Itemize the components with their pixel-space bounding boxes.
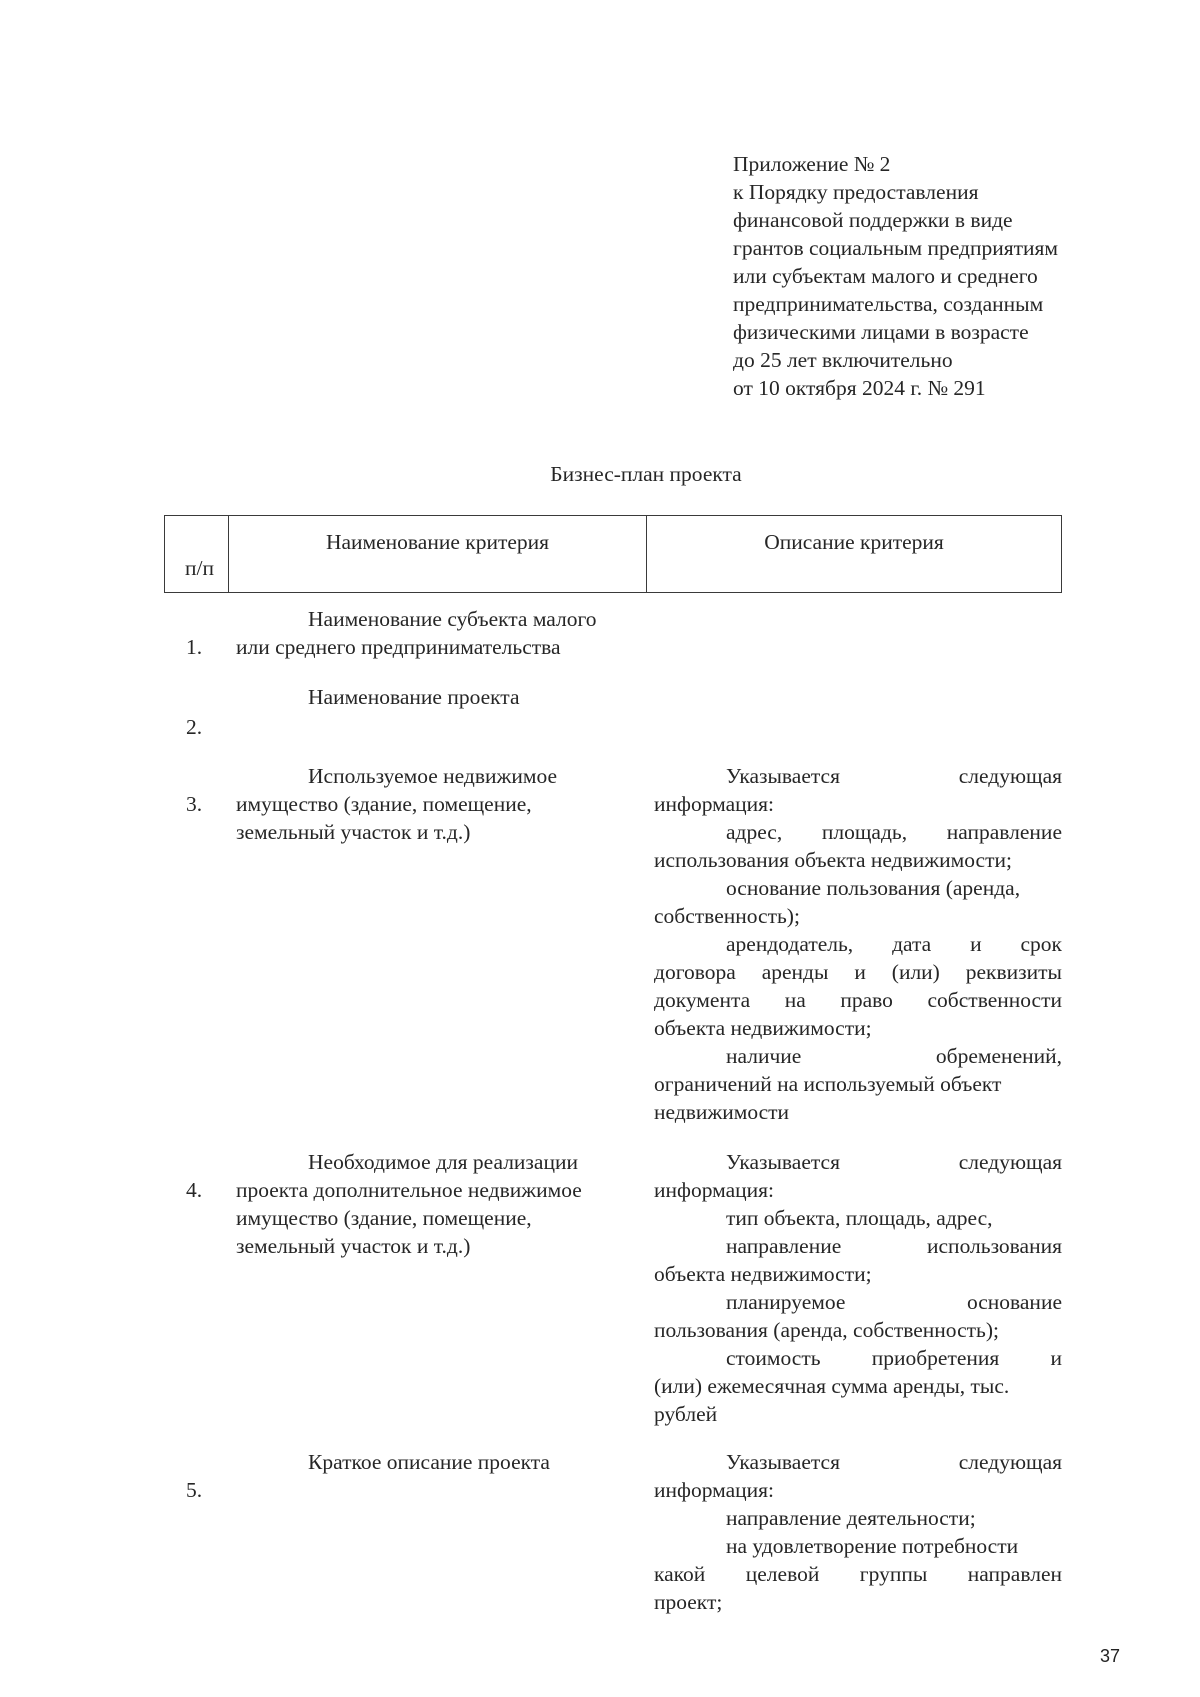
appendix-line: грантов социальным предприятиям — [733, 236, 1059, 260]
criterion-line: Необходимое для реализации — [308, 1150, 578, 1174]
criterion-line: Краткое описание проекта — [308, 1450, 550, 1474]
description-line: направление деятельности; — [726, 1506, 976, 1530]
description-line: направление использования — [726, 1234, 1062, 1258]
header-number-label: п/п — [185, 556, 214, 580]
description-line: Указывается следующая — [726, 1150, 1062, 1174]
appendix-reference — [733, 150, 1153, 402]
appendix-line: Приложение № 2 — [733, 152, 891, 176]
description-line: какой целевой группы направлен — [654, 1562, 1062, 1586]
appendix-line: физическими лицами в возрасте — [733, 320, 1029, 344]
criterion-line: или среднего предпринимательства — [236, 635, 561, 659]
header-description-label: Описание критерия — [764, 530, 944, 554]
criterion-line: Наименование субъекта малого — [308, 607, 597, 631]
row-number: 5. — [186, 1478, 203, 1502]
description-line: объекта недвижимости; — [654, 1016, 872, 1040]
header-cell-description — [647, 516, 1061, 592]
description-line: тип объекта, площадь, адрес, — [726, 1206, 993, 1230]
criterion-line: Используемое недвижимое — [308, 764, 558, 788]
description-line: документа на право собственности — [654, 988, 1062, 1012]
description-line: Указывается следующая — [726, 764, 1062, 788]
description-line: договора аренды и (или) реквизиты — [654, 960, 1062, 984]
row-number: 1. — [186, 635, 203, 659]
row-number: 2. — [186, 715, 203, 739]
row-number: 4. — [186, 1178, 203, 1202]
row-criterion-name — [236, 605, 656, 661]
criterion-line: земельный участок и т.д.) — [236, 1234, 471, 1258]
criterion-line: Наименование проекта — [308, 685, 520, 709]
appendix-line: к Порядку предоставления — [733, 180, 979, 204]
description-line: информация: — [654, 792, 774, 816]
description-line: объекта недвижимости; — [654, 1262, 872, 1286]
criterion-line: проекта дополнительное недвижимое — [236, 1178, 582, 1202]
description-line: основание пользования (аренда, — [726, 876, 1021, 900]
description-line: информация: — [654, 1178, 774, 1202]
description-line: ограничений на используемый объект — [654, 1072, 1002, 1096]
description-line: проект; — [654, 1590, 723, 1614]
description-line: планируемое основание — [726, 1290, 1062, 1314]
row-criterion-name — [236, 683, 656, 711]
criterion-line: имущество (здание, помещение, — [236, 792, 532, 816]
header-cell-name — [229, 516, 647, 592]
row-criterion-description — [654, 1148, 1062, 1428]
row-criterion-name — [236, 1448, 656, 1476]
description-line: адрес, площадь, направление — [726, 820, 1062, 844]
table-header — [164, 515, 1062, 593]
header-name-label: Наименование критерия — [325, 530, 550, 554]
description-line: собственность); — [654, 904, 800, 928]
description-line: недвижимости — [654, 1100, 790, 1124]
description-line: рублей — [654, 1402, 718, 1426]
criterion-line: имущество (здание, помещение, — [236, 1206, 532, 1230]
header-cell-number — [165, 516, 229, 592]
appendix-line: до 25 лет включительно — [733, 348, 953, 372]
description-line: наличие обременений, — [726, 1044, 1062, 1068]
description-line: пользования (аренда, собственность); — [654, 1318, 999, 1342]
row-number: 3. — [186, 792, 203, 816]
appendix-line: предпринимательства, созданным — [733, 292, 1044, 316]
document-title: Бизнес-план проекта — [550, 462, 742, 486]
row-criterion-name — [236, 762, 656, 846]
appendix-line: финансовой поддержки в виде — [733, 208, 1013, 232]
appendix-line: или субъектам малого и среднего — [733, 264, 1038, 288]
row-criterion-name — [236, 1148, 656, 1260]
criterion-line: земельный участок и т.д.) — [236, 820, 471, 844]
description-line: стоимость приобретения и — [726, 1346, 1062, 1370]
description-line: на удовлетворение потребности — [726, 1534, 1019, 1558]
description-line: арендодатель, дата и срок — [726, 932, 1062, 956]
page-number: 37 — [1100, 1646, 1121, 1666]
description-line: Указывается следующая — [726, 1450, 1062, 1474]
row-criterion-description — [654, 1448, 1062, 1616]
description-line: использования объекта недвижимости; — [654, 848, 1012, 872]
description-line: (или) ежемесячная сумма аренды, тыс. — [654, 1374, 1010, 1398]
row-criterion-description — [654, 762, 1062, 1126]
appendix-line: от 10 октября 2024 г. № 291 — [733, 376, 986, 400]
description-line: информация: — [654, 1478, 774, 1502]
